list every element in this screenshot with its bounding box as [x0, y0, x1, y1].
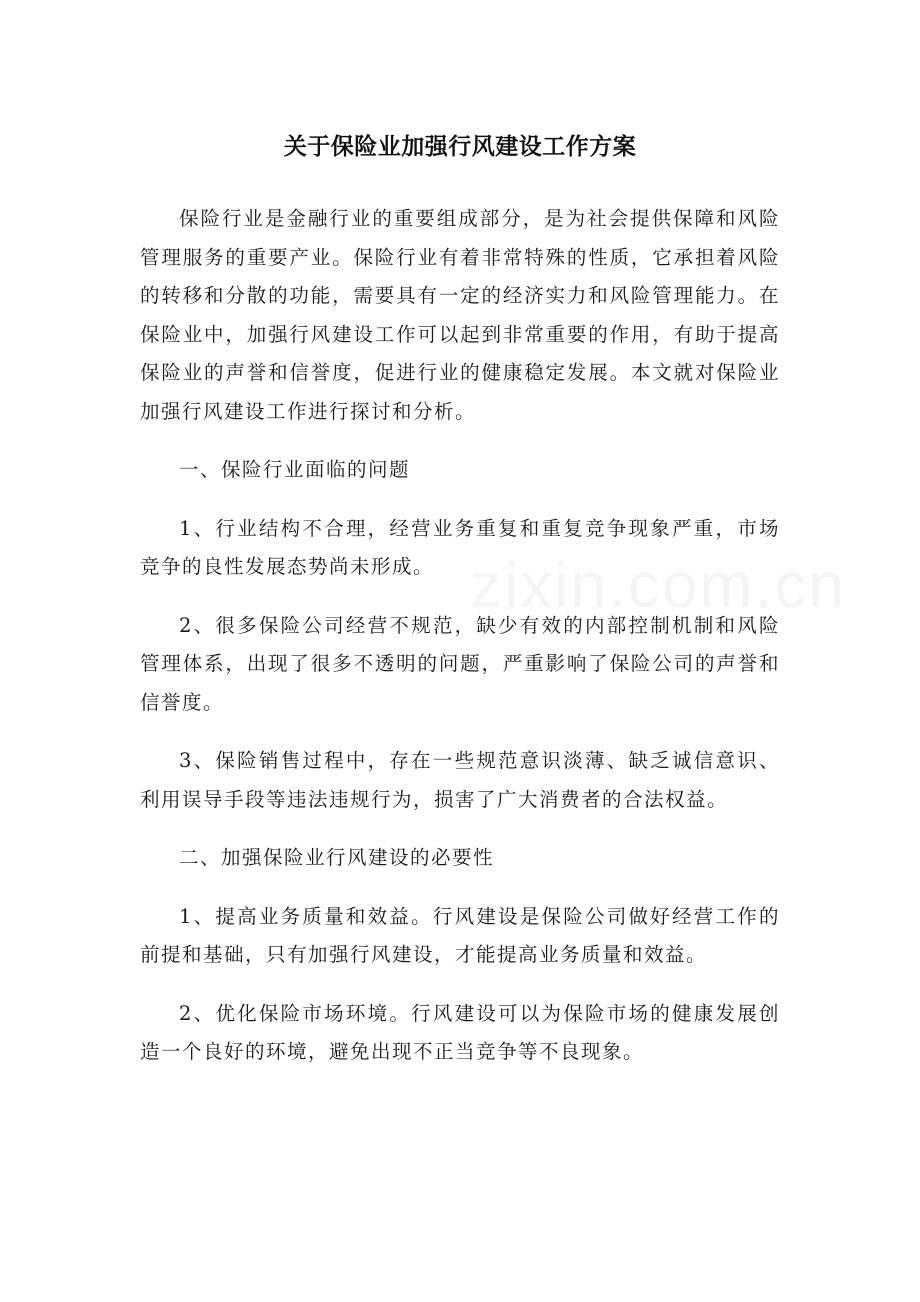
paragraph-item: 1、行业结构不合理，经营业务重复和重复竞争现象严重，市场竞争的良性发展态势尚未形成。	[140, 516, 780, 578]
document-body	[140, 200, 780, 1092]
document-title: 关于保险业加强行风建设工作方案	[283, 134, 637, 160]
paragraph-intro: 保险行业是金融行业的重要组成部分，是为社会提供保障和风险管理服务的重要产业。保险行业有着非常特殊的性质，它承担着风险的转移和分散的功能，需要具有一定的经济实力和风险管理能力。在保险业中，加强行风建设工作可以起到非常重要的作用，有助于提高保险业的声誉和信誉度，促进行业的健康稳定发展。本文就对保险业加强行风建设工作进行探讨和分析。	[140, 207, 780, 423]
watermark: zixin.com.cn	[470, 549, 847, 621]
paragraph-item: 2、优化保险市场环境。行风建设可以为保险市场的健康发展创造一个良好的环境，避免出现不正当竞争等不良现象。	[140, 1001, 780, 1063]
section-heading-1: 一、保险行业面临的问题	[179, 458, 411, 481]
paragraph-item: 2、很多保险公司经营不规范，缺少有效的内部控制机制和风险管理体系，出现了很多不透明的问题，严重影响了保险公司的声誉和信誉度。	[140, 613, 780, 714]
paragraph-item: 1、提高业务质量和效益。行风建设是保险公司做好经营工作的前提和基础，只有加强行风建设，才能提高业务质量和效益。	[140, 904, 780, 966]
paragraph-item: 3、保险销售过程中，存在一些规范意识淡薄、缺乏诚信意识、利用误导手段等违法违规行为，损害了广大消费者的合法权益。	[140, 749, 780, 811]
section-heading-2: 二、加强保险业行风建设的必要性	[179, 846, 495, 869]
